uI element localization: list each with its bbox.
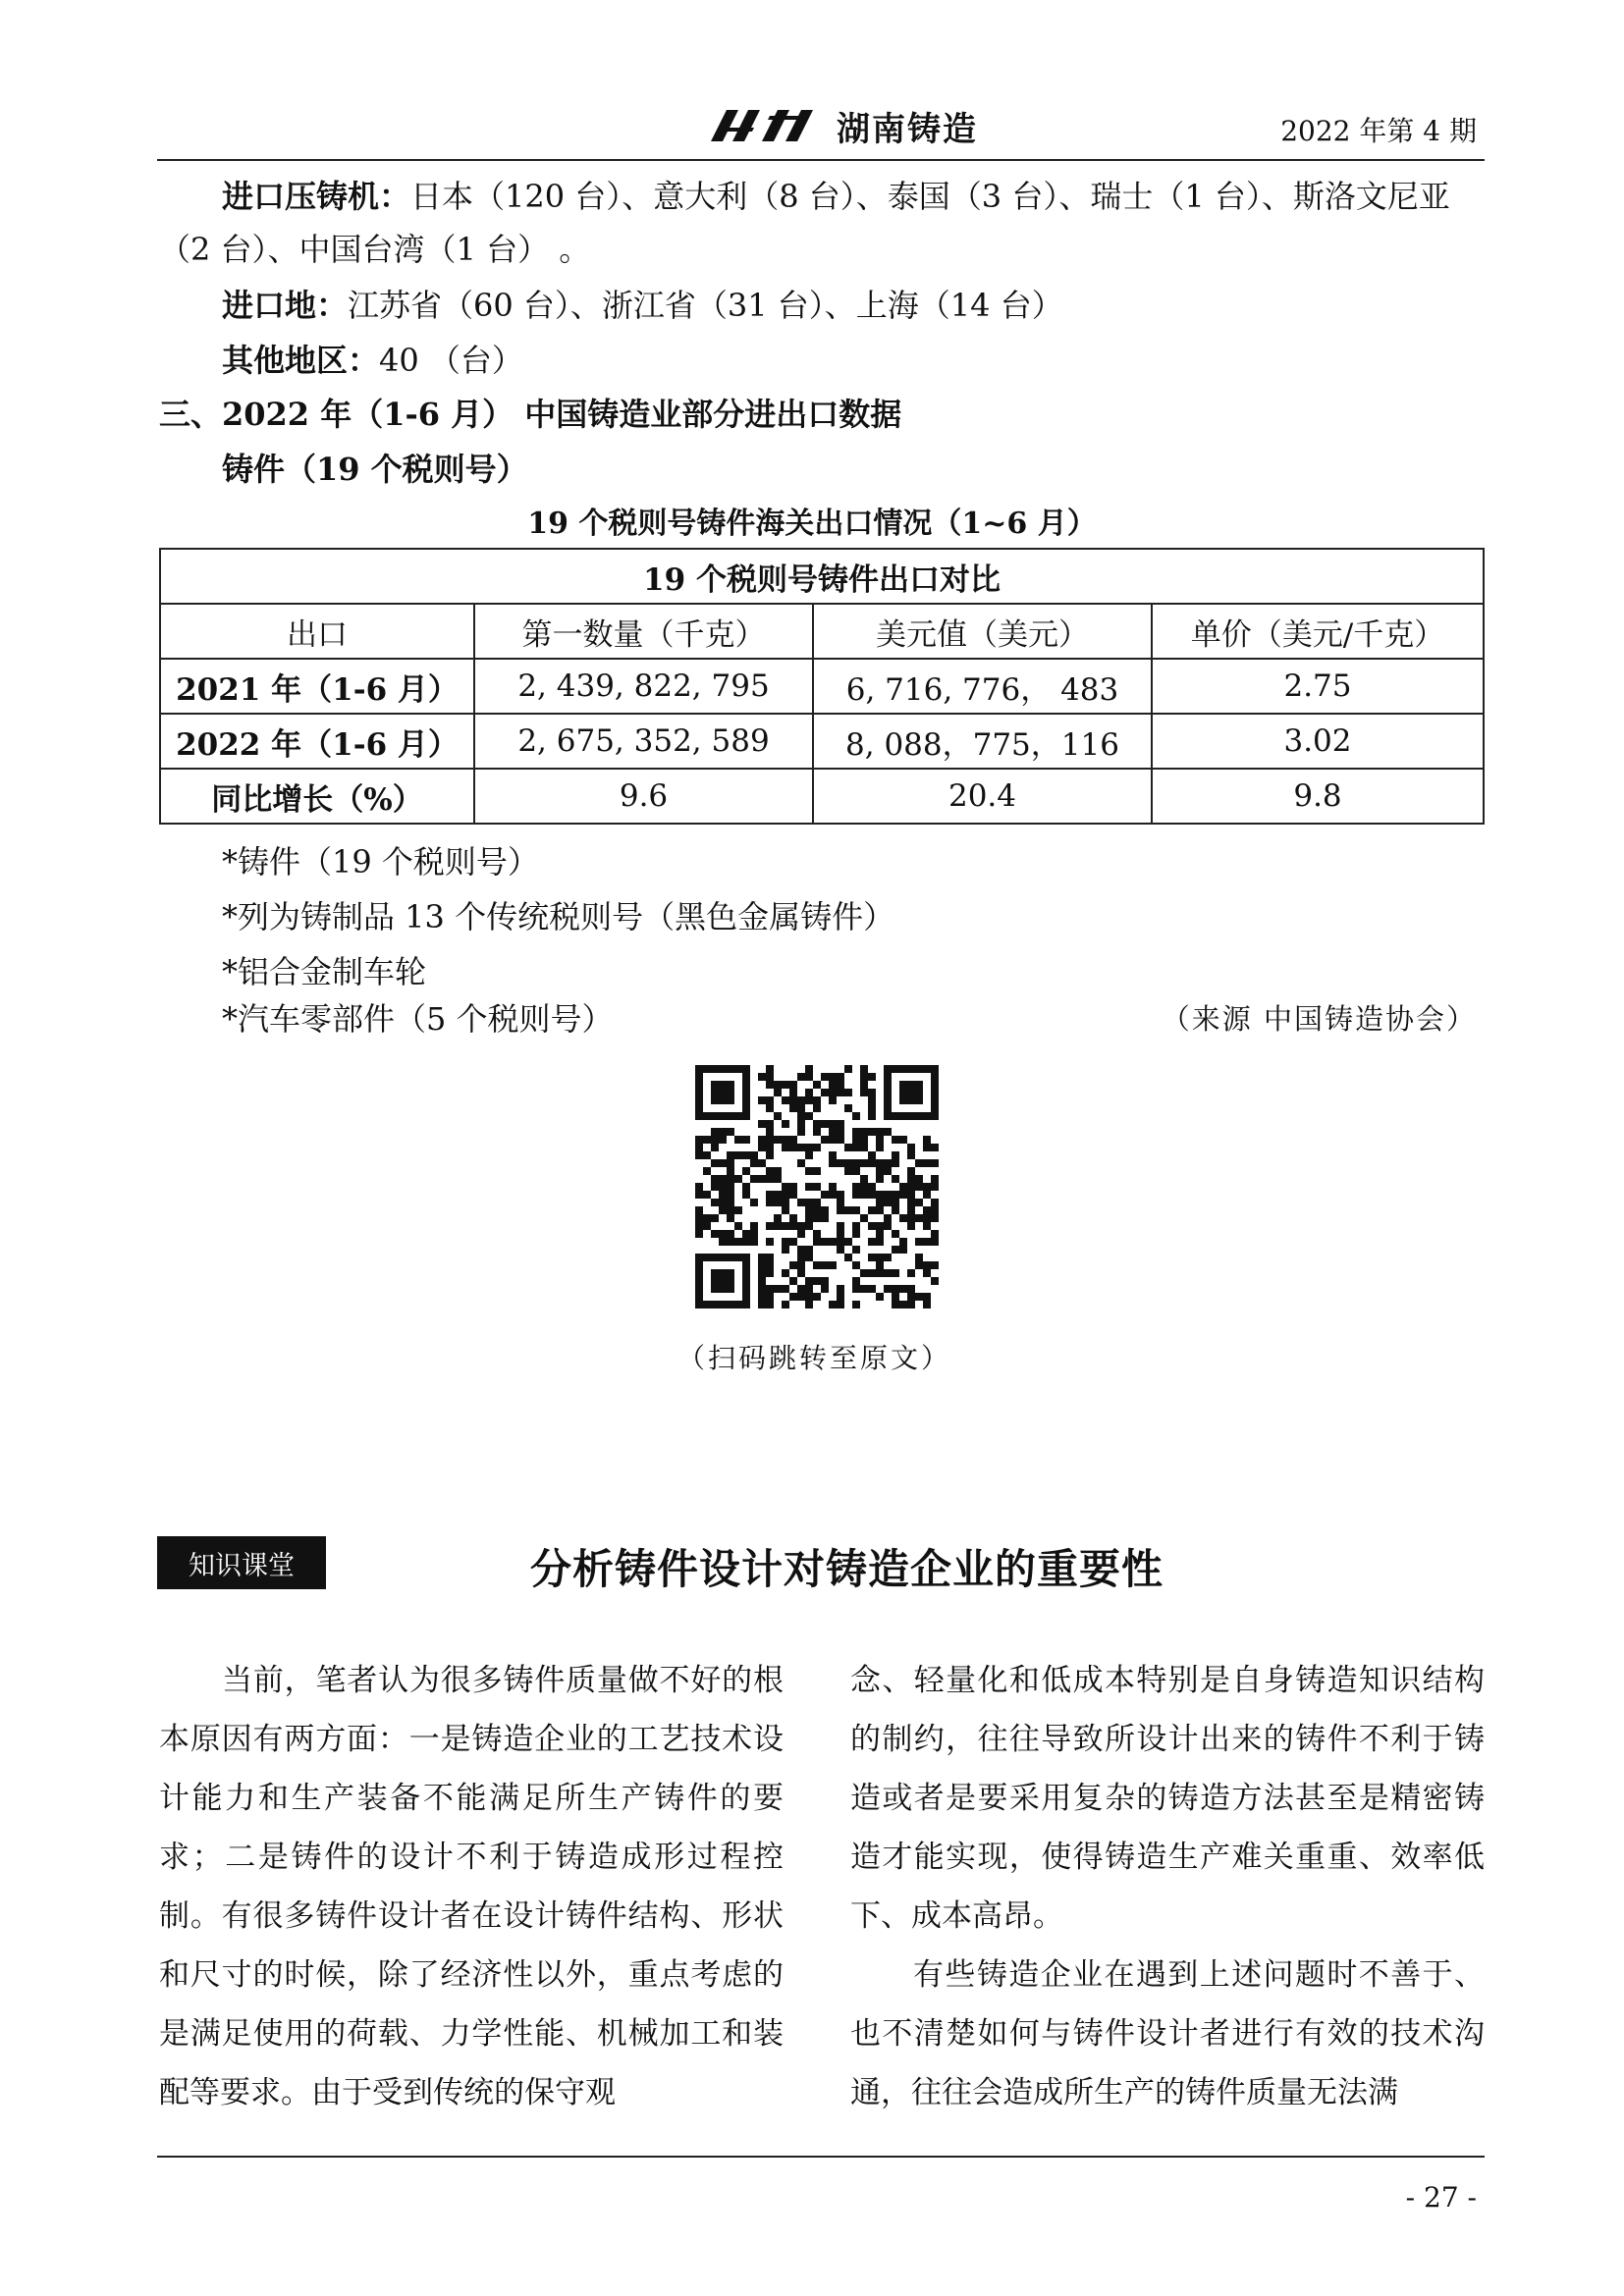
article-right-column bbox=[850, 1651, 1485, 2122]
import-origin-label: 进口地： bbox=[222, 287, 349, 324]
table-header-cell: 出口 bbox=[160, 604, 474, 659]
table-caption: 19 个税则号铸件海关出口情况（1~6 月） bbox=[527, 507, 1097, 541]
table-row bbox=[160, 714, 1484, 769]
table-title: 19 个税则号铸件出口对比 bbox=[160, 549, 1484, 604]
section-3-heading: 三、2022 年（1-6 月） 中国铸造业部分进出口数据 bbox=[159, 396, 902, 433]
article-left-column bbox=[159, 1651, 784, 2122]
footer-rule bbox=[157, 2156, 1485, 2158]
table-cell: 2.75 bbox=[1152, 659, 1484, 714]
table-row-label: 同比增长（%） bbox=[160, 769, 474, 824]
journal-name: 湖南铸造 bbox=[837, 109, 978, 149]
import-machines-line bbox=[222, 177, 1450, 216]
issue-label: 2022 年第 4 期 bbox=[1280, 115, 1477, 147]
note-1: *铸件（19 个税则号） bbox=[222, 843, 539, 881]
import-other-text: 40 （台） bbox=[379, 342, 523, 379]
table-cell: 3.02 bbox=[1152, 714, 1484, 769]
article-paragraph: 有些铸造企业在遇到上述问题时不善于、也不清楚如何与铸件设计者进行有效的技术沟通，往往会造成所生产的铸件质量无法满 bbox=[850, 1957, 1485, 2110]
header-rule bbox=[157, 159, 1485, 161]
note-4: *汽车零部件（5 个税则号） bbox=[222, 1000, 614, 1038]
table-cell: 9.6 bbox=[474, 769, 813, 824]
import-origin-line bbox=[222, 286, 1063, 325]
section-3-subheading: 铸件（19 个税则号） bbox=[222, 451, 528, 488]
qr-caption: （扫码跳转至原文） bbox=[677, 1342, 952, 1374]
import-other-label: 其他地区： bbox=[222, 342, 380, 379]
export-table bbox=[159, 548, 1485, 825]
table-cell: 20.4 bbox=[813, 769, 1152, 824]
table-header-cell: 单价（美元/千克） bbox=[1152, 604, 1484, 659]
article-paragraph: 当前，笔者认为很多铸件质量做不好的根本原因有两方面：一是铸造企业的工艺技术设计能力和生产装备不能满足所生产铸件的要求；二是铸件的设计不利于铸造成形过程控制。有很多铸件设计者在设计铸件结构、形状和尺寸的时候，除了经济性以外，重点考虑的是满足使用的荷载、力学性能、机械加工和装配等要求。由于受到传统的保守观 bbox=[159, 1663, 784, 2110]
table-cell: 2, 439, 822, 795 bbox=[474, 659, 813, 714]
table-row-label: 2021 年（1-6 月） bbox=[160, 659, 474, 714]
table-row bbox=[160, 769, 1484, 824]
table-cell: 8, 088，775，116 bbox=[813, 714, 1152, 769]
import-origin-text: 江苏省（60 台）、浙江省（31 台）、上海（14 台） bbox=[348, 287, 1063, 324]
table-cell: 2, 675, 352, 589 bbox=[474, 714, 813, 769]
article-title: 分析铸件设计对铸造企业的重要性 bbox=[530, 1545, 1164, 1593]
table-row bbox=[160, 659, 1484, 714]
table-cell: 6, 716, 776， 483 bbox=[813, 659, 1152, 714]
table-header-row bbox=[160, 604, 1484, 659]
import-machines-text: 日本（120 台）、意大利（8 台）、泰国（3 台）、瑞士（1 台）、斯洛文尼亚 bbox=[410, 178, 1450, 215]
section-tag: 知识课堂 bbox=[157, 1536, 326, 1589]
import-other-line bbox=[222, 341, 523, 380]
source-note: （来源 中国铸造协会） bbox=[1161, 1002, 1477, 1036]
table-row-label: 2022 年（1-6 月） bbox=[160, 714, 474, 769]
qr-code-icon[interactable] bbox=[695, 1065, 939, 1308]
table-cell: 9.8 bbox=[1152, 769, 1484, 824]
import-machines-line-2: （2 台）、中国台湾（1 台） 。 bbox=[159, 231, 591, 268]
note-2: *列为铸制品 13 个传统税则号（黑色金属铸件） bbox=[222, 898, 895, 935]
table-header-cell: 美元值（美元） bbox=[813, 604, 1152, 659]
journal-logo bbox=[705, 102, 1019, 149]
article-paragraph: 念、轻量化和低成本特别是自身铸造知识结构的制约，往往导致所设计出来的铸件不利于铸造或者是要采用复杂的铸造方法甚至是精密铸造才能实现，使得铸造生产难关重重、效率低下、成本高昂。 bbox=[850, 1663, 1485, 1934]
import-machines-label: 进口压铸机： bbox=[222, 178, 411, 215]
table-header-cell: 第一数量（千克） bbox=[474, 604, 813, 659]
page-number: - 27 - bbox=[1405, 2181, 1477, 2214]
hnj-logo-icon bbox=[705, 106, 823, 145]
note-3: *铝合金制车轮 bbox=[222, 953, 427, 990]
